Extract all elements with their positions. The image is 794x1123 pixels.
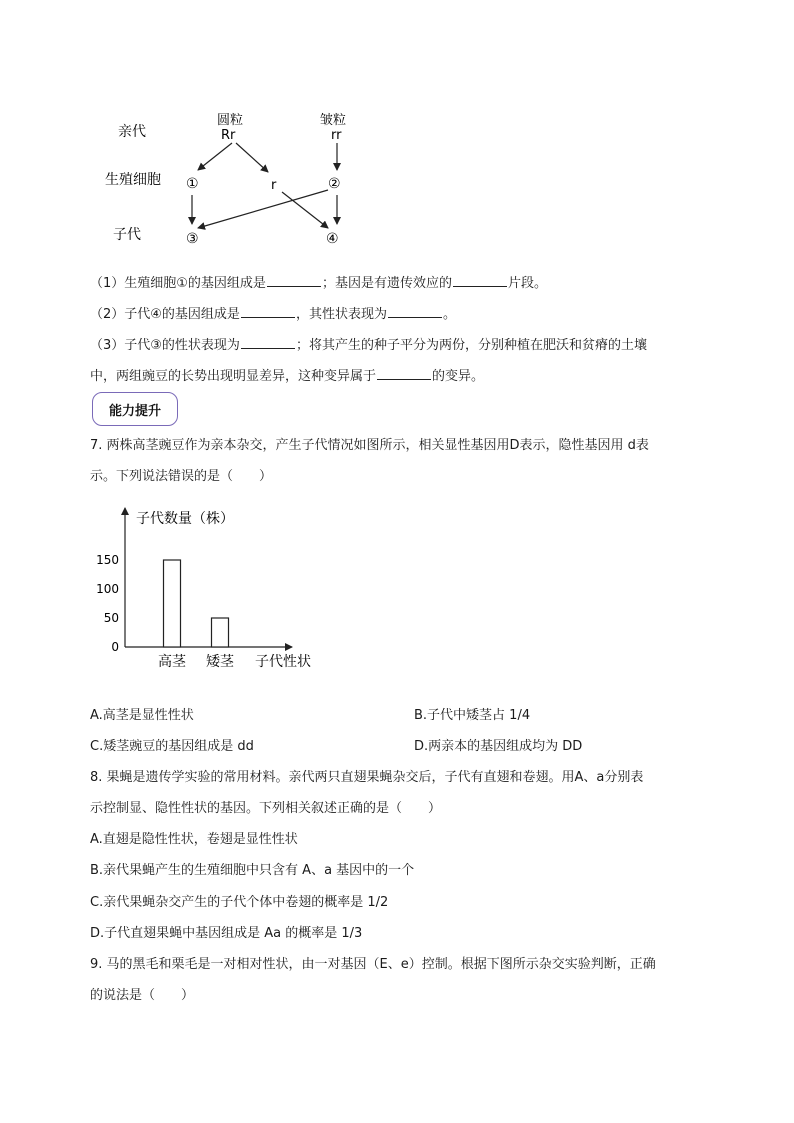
bar-1 (212, 618, 229, 647)
y-tick-label-3: 150 (96, 553, 119, 567)
row-label-offspring: 子代 (113, 227, 141, 243)
q8-stem-line1: 8. 果蝇是遗传学实验的常用材料。亲代两只直翅果蝇杂交后，子代有直翅和卷翅。用A、a分别表 (90, 770, 644, 785)
q8-option-c[interactable]: C.亲代果蝇杂交产生的子代个体中卷翅的概率是 1/2 (90, 895, 389, 910)
q7-option-a[interactable]: A.高茎是显性性状 (90, 708, 194, 723)
answer-blank[interactable] (388, 303, 442, 318)
gamete-2: ② (328, 176, 341, 192)
q7-stem-line2: 示。下列说法错误的是（ ） (90, 469, 273, 484)
q6-part2: （2）子代④的基因组成是 ，其性状表现为 。 (90, 303, 710, 325)
q8-option-b[interactable]: B.亲代果蝇产生的生殖细胞中只含有 A、a 基因中的一个 (90, 863, 415, 878)
q7-stem-line1: 7. 两株高茎豌豆作为亲本杂交，产生子代情况如图所示，相关显性基因用D表示，隐性基因用 d表 (90, 438, 649, 453)
q6-part3-line1: （3）子代③的性状表现为 ；将其产生的种子平分为两份，分别种植在肥沃和贫瘠的土壤 (90, 334, 710, 356)
y-tick-label-0: 0 (111, 640, 119, 654)
q6-part3-line2: 中，两组豌豆的长势出现明显差异，这种变异属于 的变异。 (90, 365, 710, 387)
q8-stem-line2: 示控制显、隐性性状的基因。下列相关叙述正确的是（ ） (90, 801, 442, 816)
y-axis-label: 子代数量（株） (136, 511, 234, 527)
offspring-3: ③ (186, 231, 199, 247)
answer-blank[interactable] (241, 303, 295, 318)
row-label-parent: 亲代 (118, 124, 146, 140)
offspring-4: ④ (326, 231, 339, 247)
y-tick-label-2: 100 (96, 582, 119, 596)
genetics-cross-diagram (0, 100, 420, 250)
q7-option-d[interactable]: D.两亲本的基因组成均为 DD (414, 739, 583, 754)
q9-stem-line1: 9. 马的黑毛和栗毛是一对相对性状，由一对基因（E、e）控制。根据下图所示杂交实验判断，正确 (90, 957, 656, 972)
q8-option-a[interactable]: A.直翅是隐性性状，卷翅是显性性状 (90, 832, 298, 847)
parent-round-name: 圆粒 (217, 113, 244, 128)
x-axis-label: 子代性状 (255, 654, 311, 670)
answer-blank[interactable] (241, 334, 295, 349)
parent-wrinkled-name: 皱粒 (320, 113, 347, 128)
x-tick-label-1: 矮茎 (206, 654, 234, 670)
parent-wrinkled-genotype: rr (331, 128, 342, 143)
section-badge: 能力提升 (92, 392, 178, 426)
answer-blank[interactable] (267, 272, 321, 287)
offspring-bar-chart (80, 498, 340, 680)
q7-option-c[interactable]: C.矮茎豌豆的基因组成是 dd (90, 739, 254, 754)
cross-arrows (192, 143, 337, 228)
answer-blank[interactable] (453, 272, 507, 287)
bar-0 (164, 560, 181, 647)
parent-round-genotype: Rr (221, 128, 236, 143)
gamete-r: r (271, 178, 277, 193)
q7-option-b[interactable]: B.子代中矮茎占 1/4 (414, 708, 531, 723)
x-tick-label-0: 高茎 (158, 654, 186, 670)
q9-stem-line2: 的说法是（ ） (90, 988, 195, 1003)
answer-blank[interactable] (377, 365, 431, 380)
y-tick-label-1: 50 (103, 611, 119, 625)
q6-part1: （1）生殖细胞①的基因组成是 ；基因是有遗传效应的 片段。 (90, 272, 710, 294)
gamete-1: ① (186, 176, 199, 192)
row-label-gamete: 生殖细胞 (105, 172, 161, 188)
q8-option-d[interactable]: D.子代直翅果蝇中基因组成是 Aa 的概率是 1/3 (90, 926, 363, 941)
